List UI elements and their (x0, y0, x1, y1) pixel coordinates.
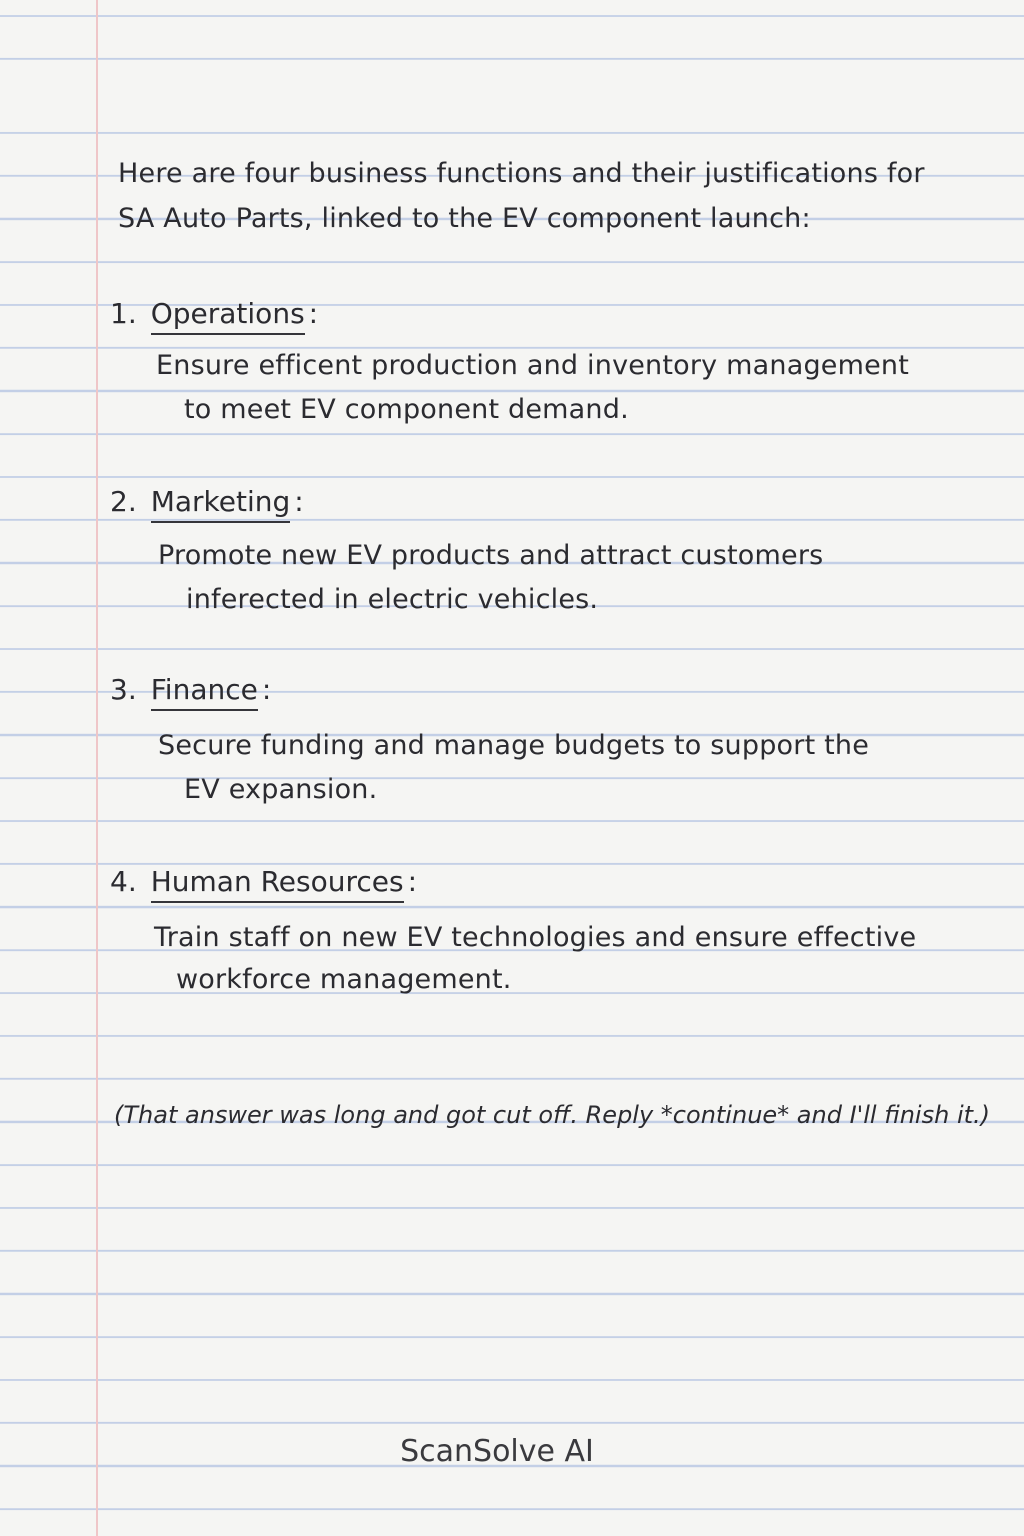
item-title: Finance (151, 673, 258, 711)
item-description-line-1: Secure funding and manage budgets to support the (158, 730, 870, 761)
item-description-line-1: Promote new EV products and attract customers (158, 540, 824, 571)
item-colon: : (308, 297, 319, 330)
item-title: Marketing (151, 485, 291, 523)
item-heading-marketing (110, 480, 304, 524)
item-description-line-2: to meet EV component demand. (184, 394, 629, 425)
item-colon: : (407, 865, 418, 898)
item-colon: : (261, 673, 272, 706)
item-number: 1. (110, 297, 137, 330)
footer-brand (0, 1430, 1024, 1474)
item-title: Human Resources (151, 865, 404, 903)
item-description-line-2: inferected in electric vehicles. (186, 584, 599, 615)
item-description-line-2: EV expansion. (184, 774, 378, 805)
item-description-line-1: Train staff on new EV technologies and ensure effective (154, 922, 917, 953)
intro-line-1: Here are four business functions and their justifications for (118, 158, 925, 189)
item-heading-operations (110, 292, 318, 336)
item-heading-finance (110, 668, 271, 712)
item-number: 4. (110, 865, 137, 898)
item-number: 2. (110, 485, 137, 518)
item-heading-human-resources (110, 860, 417, 904)
footer-brand-text: ScanSolve AI (400, 1434, 594, 1469)
margin-line (96, 0, 98, 1536)
item-colon: : (294, 485, 304, 518)
cutoff-note: (That answer was long and got cut off. Reply *continue* and I'll finish it.) (114, 1101, 991, 1129)
intro-line-2: SA Auto Parts, linked to the EV component launch: (118, 203, 811, 234)
item-title: Operations (151, 297, 305, 335)
item-number: 3. (110, 673, 137, 706)
item-description-line-1: Ensure efficent production and inventory management (156, 350, 910, 381)
item-description-line-2: workforce management. (176, 964, 512, 995)
